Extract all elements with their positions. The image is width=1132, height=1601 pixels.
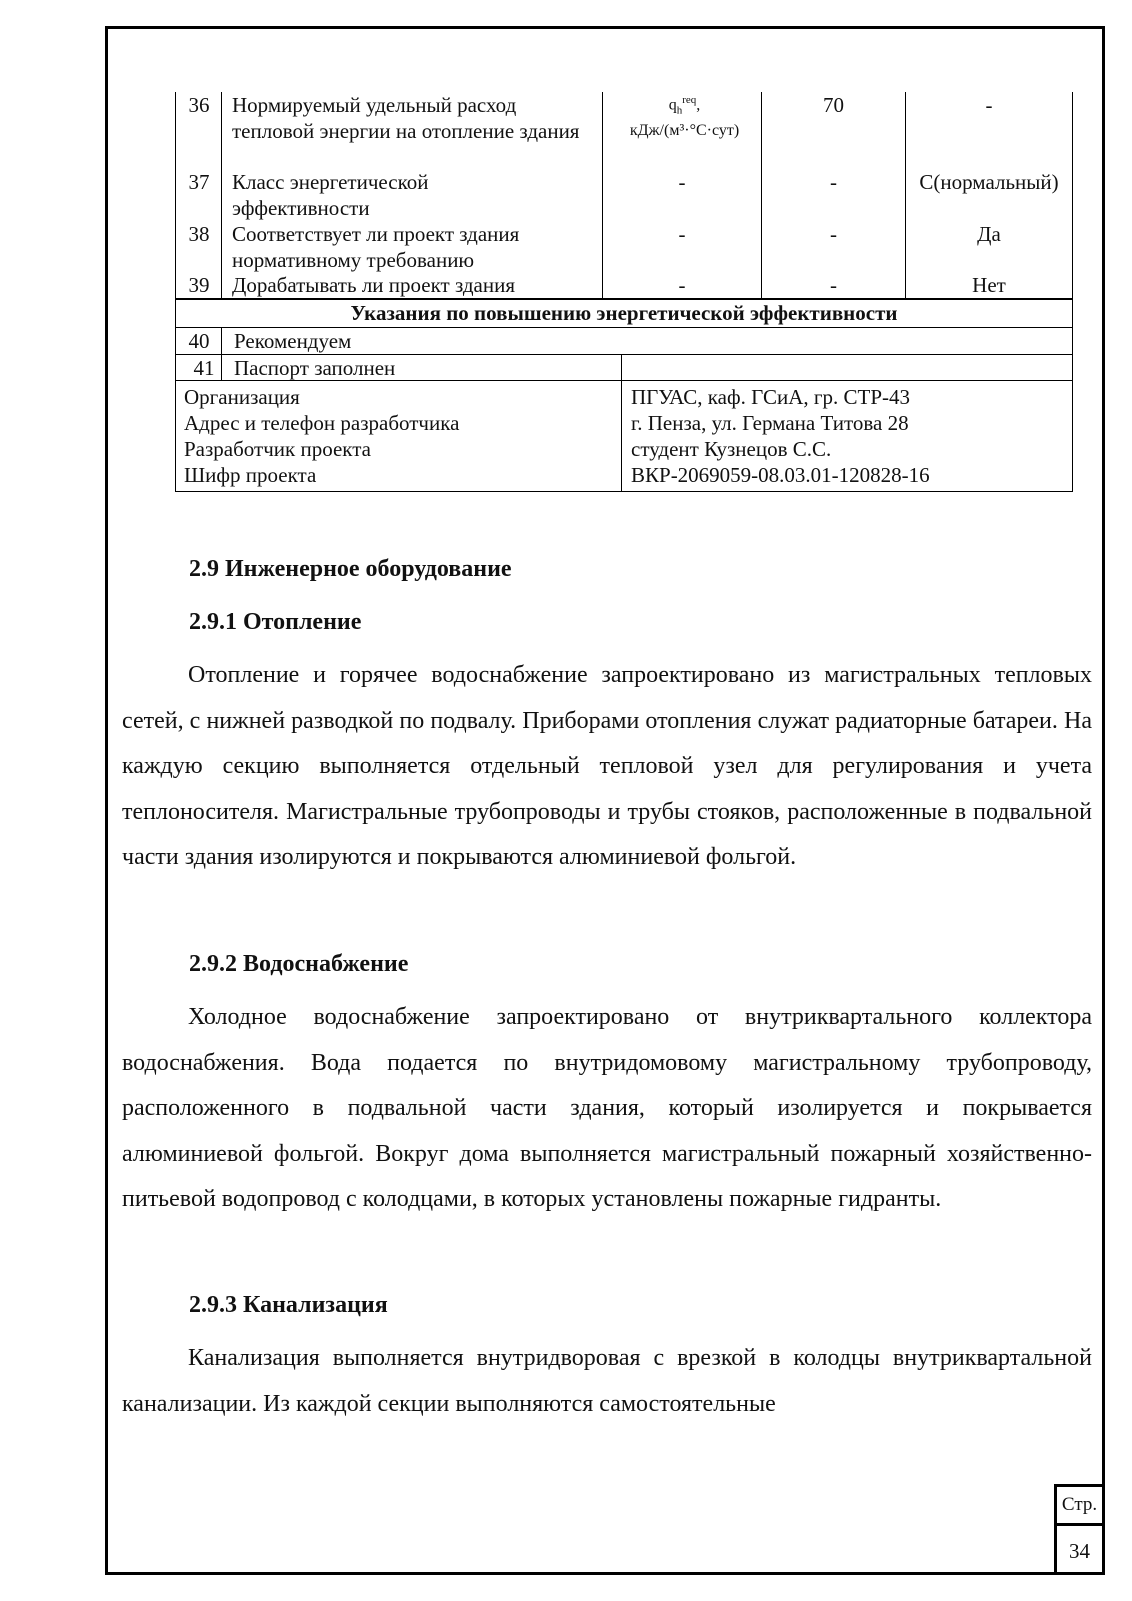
row-37-name: Класс энергетической эффективности [232,170,429,220]
info-label: Разработчик проекта [184,437,371,461]
row-37-unit: - [678,170,686,194]
row-36-value: 70 [823,93,844,117]
page-number: 34 [1069,1539,1090,1563]
row-39-result: Нет [972,273,1006,297]
row-38-name: Соответствует ли проект здания нормативному требованию [232,222,520,272]
row-41-name: Паспорт заполнен [234,356,396,380]
paragraph-heating: Отопление и горячее водоснабжение запроектировано из магистральных тепловых сетей, с нижней разводкой по подвалу. Приборами отопления служат радиаторные батареи. На каждую секцию выполняется отдельный тепловой узел для регулирования и учета теплоносителя. Магистральные трубопроводы и трубы стояков, расположенные в подвальной части здания изолируются и покрываются алюминиевой фольгой. [122,662,1092,870]
row-37-num: 37 [188,170,210,194]
row-36-result: - [985,93,993,117]
info-label: Шифр проекта [184,463,317,487]
row-39-num: 39 [188,273,210,297]
info-values [631,384,1071,488]
info-value: ВКР-2069059-08.03.01-120828-16 [631,463,930,487]
row-38-value: - [830,222,837,246]
row-40-num: 40 [188,329,210,353]
row-38-result: Да [977,222,1001,246]
section-header: Указания по повышению энергетической эффективности [350,301,898,325]
row-39-name: Дорабатывать ли проект здания [232,273,516,297]
row-36-name: Нормируемый удельный расход тепловой энергии на отопление здания [232,93,580,143]
heading-2-9-1: 2.9.1 Отопление [189,609,362,635]
page-number-box [1054,1484,1105,1575]
paragraph-sewerage: Канализация выполняется внутридворовая с врезкой в колодцы внутриквартальной канализации. Из каждой секции выполняются самостоятельные [122,1345,1092,1417]
row-39-unit: - [678,273,686,297]
row-36-unit: $q_h^{req}$, кДж/(м³·°С·сут) [629,94,740,139]
row-37-result: С(нормальный) [919,170,1059,194]
row-38-unit: - [678,222,686,246]
heading-2-9-2: 2.9.2 Водоснабжение [189,951,409,977]
page-label: Стр. [1057,1487,1102,1526]
row-40-name: Рекомендуем [234,329,352,353]
row-36-num: 36 [188,93,210,117]
heading-2-9-3: 2.9.3 Канализация [189,1292,388,1318]
info-value: г. Пенза, ул. Германа Титова 28 [631,411,909,435]
row-39-value: - [830,273,837,297]
row-41-num: 41 [193,356,215,380]
info-label: Адрес и телефон разработчика [184,411,460,435]
heading-2-9: 2.9 Инженерное оборудование [189,556,512,582]
row-37-value: - [830,170,837,194]
paragraph-water-supply: Холодное водоснабжение запроектировано от внутриквартального коллектора водоснабжения. Вода подается по внутридомовому магистральному трубопроводу, расположенного в подвальной части здания, который изолируется и покрывается алюминиевой фольгой. Вокруг дома выполняется магистральный пожарный хозяйственно-питьевой водопровод с колодцами, в которых установлены пожарные гидранты. [122,1004,1092,1212]
info-label: Организация [184,385,300,409]
info-labels [184,384,614,488]
info-value: студент Кузнецов С.С. [631,437,832,461]
info-value: ПГУАС, каф. ГСиА, гр. СТР-43 [631,385,910,409]
row-38-num: 38 [188,222,210,246]
